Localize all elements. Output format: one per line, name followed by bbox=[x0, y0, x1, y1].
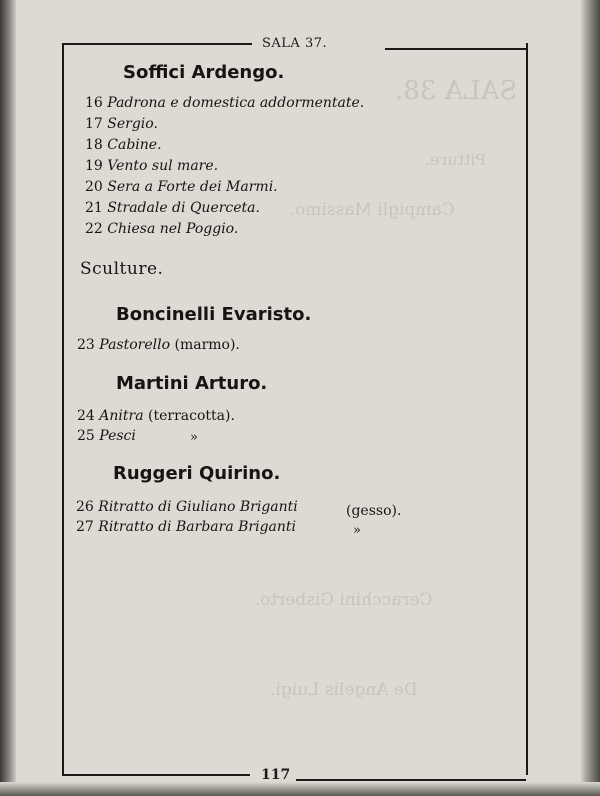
bleed-through-section: Pitture. bbox=[425, 150, 487, 169]
item-title: Cabine. bbox=[107, 137, 162, 153]
ditto-mark: » bbox=[190, 430, 198, 445]
item-number: 26 bbox=[76, 499, 94, 515]
page-edge-left bbox=[0, 0, 16, 796]
author-heading: Ruggeri Quirino. bbox=[113, 463, 281, 484]
frame-bottom-right-rule bbox=[296, 779, 526, 781]
item-title: Ritratto di Giuliano Briganti bbox=[98, 499, 298, 515]
list-item bbox=[76, 519, 296, 535]
section-heading: Sculture. bbox=[80, 259, 164, 279]
list-item bbox=[77, 408, 235, 424]
item-title: Sera a Forte dei Marmi. bbox=[107, 179, 278, 195]
bleed-through-author-2: Ceracchini Gisberto. bbox=[255, 590, 433, 610]
item-number: 16 bbox=[85, 95, 103, 111]
item-title: Sergio. bbox=[107, 116, 158, 132]
author-heading: Boncinelli Evaristo. bbox=[116, 304, 312, 325]
item-title: Anitra bbox=[99, 408, 144, 424]
item-number: 20 bbox=[85, 179, 103, 195]
item-number: 18 bbox=[85, 137, 103, 153]
list-item bbox=[85, 116, 158, 132]
item-title: Padrona e domestica addormentate. bbox=[107, 95, 365, 111]
item-number: 23 bbox=[77, 337, 95, 353]
page-number: 117 bbox=[261, 767, 291, 783]
page-edge-bottom bbox=[0, 782, 600, 796]
list-item bbox=[77, 337, 240, 353]
list-item bbox=[85, 95, 364, 111]
item-number: 24 bbox=[77, 408, 95, 424]
list-item bbox=[85, 221, 238, 237]
frame-top-left-rule bbox=[62, 43, 252, 45]
list-item bbox=[77, 428, 136, 444]
item-material: (marmo). bbox=[174, 337, 240, 353]
item-number: 17 bbox=[85, 116, 103, 132]
running-header: SALA 37. bbox=[262, 36, 328, 51]
item-number: 22 bbox=[85, 221, 103, 237]
page-edge-right bbox=[580, 0, 600, 796]
item-title: Ritratto di Barbara Briganti bbox=[98, 519, 296, 535]
bleed-through-room: SALA 38. bbox=[395, 76, 518, 106]
list-item bbox=[85, 158, 218, 174]
list-item bbox=[85, 179, 278, 195]
item-number: 27 bbox=[76, 519, 94, 535]
list-item bbox=[85, 137, 162, 153]
list-item bbox=[85, 200, 260, 216]
item-material: (gesso). bbox=[346, 503, 402, 519]
item-number: 21 bbox=[85, 200, 103, 216]
item-title: Pesci bbox=[99, 428, 136, 444]
item-title: Vento sul mare. bbox=[107, 158, 219, 174]
frame-top-right-rule bbox=[385, 48, 526, 50]
bleed-through-author-1: Campigli Massimo. bbox=[290, 200, 455, 220]
item-title: Pastorello bbox=[99, 337, 171, 353]
item-number: 19 bbox=[85, 158, 103, 174]
bleed-through-author-3: De Angelis Luigi. bbox=[270, 680, 418, 700]
ditto-mark: » bbox=[353, 523, 361, 538]
item-material: (terracotta). bbox=[148, 408, 235, 424]
item-number: 25 bbox=[77, 428, 95, 444]
item-title: Chiesa nel Poggio. bbox=[107, 221, 239, 237]
frame-bottom-left-rule bbox=[62, 774, 250, 776]
item-title: Stradale di Querceta. bbox=[107, 200, 260, 216]
author-heading: Soffici Ardengo. bbox=[123, 62, 285, 83]
list-item bbox=[76, 499, 298, 515]
author-heading: Martini Arturo. bbox=[116, 373, 268, 394]
